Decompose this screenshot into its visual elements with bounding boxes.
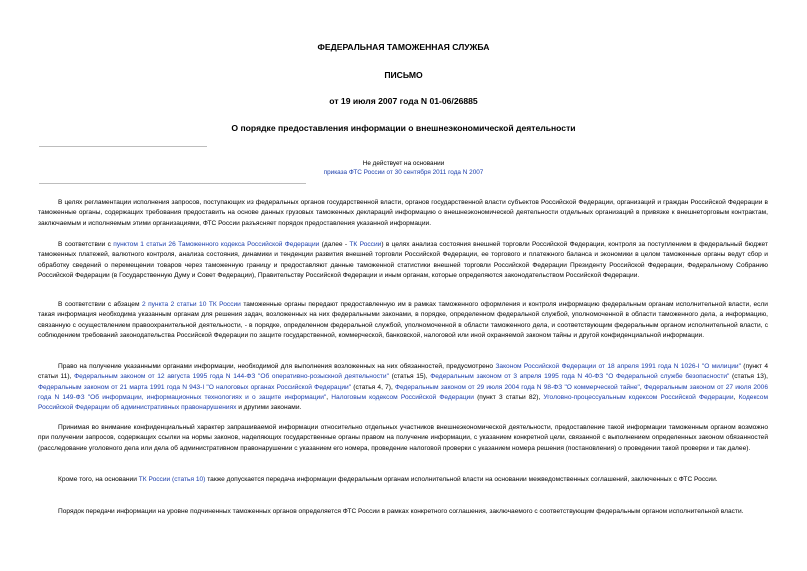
tax-code-link[interactable]: Налоговым кодексом Российской Федерации — [331, 393, 474, 401]
p4-text-a: Право на получение указанными органами информации, необходимой для выполнения возложенных на них обязанностей, предусмотрено — [58, 363, 496, 370]
paragraph-7: Порядок передачи информации на уровне подчиненных таможенных органов определяется ФТС России в рамках конкретного соглашения, заключаемого с соответствующим федеральным органом исполнительной власти. — [58, 508, 744, 515]
law-fsb-link[interactable]: Федеральным законом от 3 апреля 1995 года N 40-ФЗ "О Федеральной службе безопасности" — [430, 373, 730, 381]
administrative-code-link[interactable]: Кодексом Российской Федерации об административных правонарушениях — [38, 393, 768, 412]
law-tax-bodies-link[interactable]: Федеральным законом от 21 марта 1991 года N 943-I "О налоговых органах Российской Федерации" — [38, 383, 352, 391]
paragraph-4 — [38, 362, 768, 413]
repeal-order-link[interactable]: приказа ФТС России от 30 сентября 2011 года N 2007 — [323, 169, 484, 176]
p4-text-i: , — [733, 393, 739, 401]
agency-title: ФЕДЕРАЛЬНАЯ ТАМОЖЕННАЯ СЛУЖБА — [317, 42, 490, 52]
status-note-text: Не действует на основании — [362, 160, 445, 167]
p4-text-d: (статья 13), — [729, 373, 768, 381]
top-divider — [39, 146, 207, 147]
p6-text-b: также допускается передача информации федеральным органам исполнительной власти на основании межведомственных соглашений, заключенных с ФТС России. — [205, 476, 718, 483]
p2-text-a: В соответствии с — [58, 241, 114, 248]
document-date-number: от 19 июля 2007 года N 01-06/26885 — [329, 96, 478, 106]
law-militia-link[interactable]: Законом Российской Федерации от 18 апреля 1991 года N 1026-I "О милиции" — [495, 363, 741, 370]
p6-text-a: Кроме того, на основании — [58, 476, 139, 483]
p2-text-c: ) в целях анализа состояния внешней торговли Российской Федерации, контроля за поступлением в федеральный бюджет таможенных платежей, валютного контроля, анализа состояния, динамики и тенденции развития внешней торговли Российской Федерации, ее торгового и платежного баланса и экономики в целом таможенные органы ведут сбор и обработку сведений о перемещении товаров через таможенную границу и предоставляют данные таможенной статистики внешней торговли Российской Федерации Президенту Российской Федерации, Федеральному Собранию Российской Федерации (в Государственную Думу и Совет Федерации), Правительству Российской Федерации и иным органам, которые определяются законодательством Российской Федерации. — [38, 241, 769, 279]
paragraph-6 — [38, 475, 768, 485]
paragraph-5: Принимая во внимание конфиденциальный характер запрашиваемой информации относительно отдельных участников внешнеэкономической деятельности, предоставление такой информации таможенным органом возможно при получении запросов, содержащих ссылки на нормы законов, наделяющих государственные органы правом на получение информации, с указанием конкретной цели, связанной с выполнением определенных законом обязанностей (расследование уголовного дела или дела об административном правонарушении с указанием его номера, проведение налоговой проверки с указанием номера решения (постановления) о проведении такой проверки и так далее). — [38, 424, 768, 452]
p4-text-g: , — [326, 393, 332, 401]
p4-text-b: (пункт 4 статьи 11), — [38, 363, 769, 381]
p3-text-b: таможенные органы передают предоставленную им в рамках таможенного оформления и контроля информацию федеральным органам исполнительной власти, если такая информация необходима указанным органам для решения задач, возложенных на них федеральными законами, в порядке, определенном федеральной службой, уполномоченной в области таможенного дела, а информацию, связанную с осуществлением правоохранительной деятельности, - в порядке, определенном федеральной службой, уполномоченной в области таможенного дела, и соответствующим федеральным органом исполнительной власти, с соблюдением требований законодательства Российской Федерации по защите государственной, коммерческой, банковской, налоговой или иной охраняемой законом тайны и другой конфиденциальной информации. — [38, 301, 768, 339]
p4-text-h: (пункт 3 статьи 82), — [473, 393, 544, 401]
p4-text-f: , — [639, 383, 644, 391]
paragraph-2 — [38, 240, 768, 281]
law-commercial-secret-link[interactable]: Федеральным законом от 29 июля 2004 года N 98-ФЗ "О коммерческой тайне" — [395, 383, 640, 391]
p3-text-a: В соответствии с абзацем — [58, 301, 142, 308]
p2-text-b: (далее - — [319, 241, 350, 248]
bottom-divider — [39, 183, 306, 184]
law-information-link[interactable]: Федеральным законом от 27 июля 2006 года N 149-ФЗ "Об информации, информационных технологиях и о защите информации" — [38, 383, 768, 401]
p4-text-j: и другими законами. — [236, 404, 302, 412]
tk-article-10-link[interactable]: 2 пункта 2 статьи 10 ТК России — [141, 301, 241, 308]
p4-text-e: (статья 4, 7), — [351, 383, 395, 391]
status-note-link-wrap — [0, 168, 807, 177]
p4-text-c: (статья 15), — [388, 373, 431, 381]
paragraph-1: В целях регламентации исполнения запросов, поступающих из федеральных органов государственной власти, органов государственной власти субъектов Российской Федерации, организаций и граждан Российской Федерации в таможенные органы, содержащих требования предоставить на основе данных грузовых таможенных деклараций информацию о внешнеэкономической деятельности отдельных организаций в привязке к внешнеторговым контрактам, заключаемым и исполняемым этими организациями, ФТС России разъясняет порядок предоставления указанной информации. — [38, 199, 768, 227]
document-type: ПИСЬМО — [384, 70, 423, 80]
law-ord-link[interactable]: Федеральным законом от 12 августа 1995 года N 144-ФЗ "Об оперативно-розыскной деятельности" — [74, 373, 389, 381]
tk-article-10-ref-link[interactable]: ТК России (статья 10) — [138, 476, 206, 483]
tk-article-26-link[interactable]: пунктом 1 статьи 26 Таможенного кодекса Российской Федерации — [113, 241, 320, 248]
document-subject: О порядке предоставления информации о внешнеэкономической деятельности — [231, 123, 576, 133]
criminal-procedure-code-link[interactable]: Уголовно-процессуальным кодексом Российской Федерации — [543, 393, 734, 401]
paragraph-3 — [38, 300, 768, 341]
tk-russia-link[interactable]: ТК России — [349, 241, 382, 248]
